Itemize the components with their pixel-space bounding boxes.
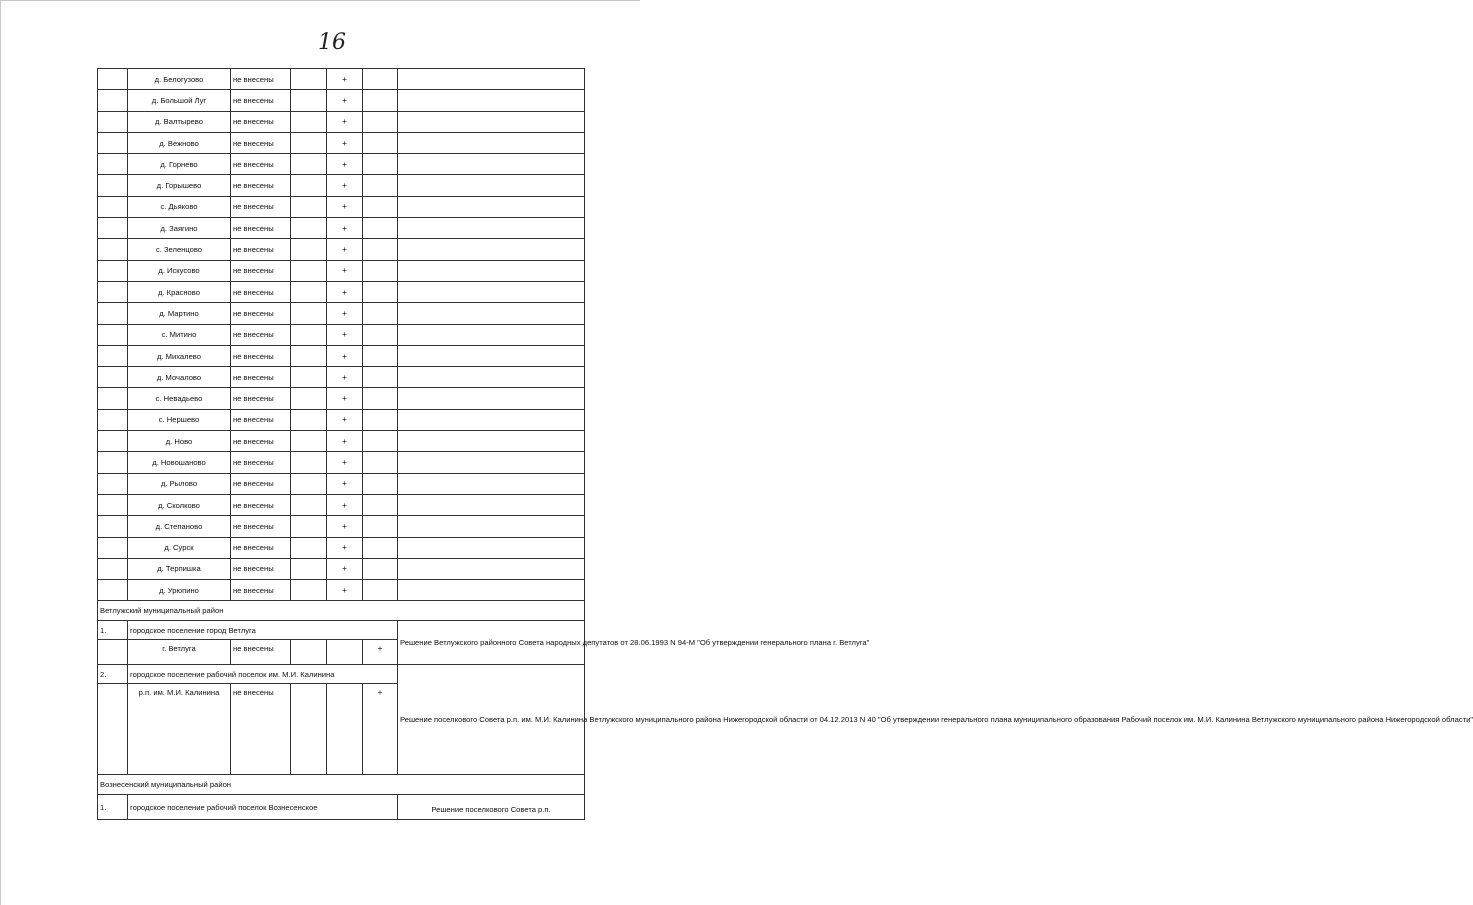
village-name: д. Степаново [128,516,231,537]
empty-cell [98,132,128,153]
empty-cell [291,303,327,324]
empty-cell [398,239,585,260]
plus-mark: + [327,452,363,473]
plus-mark: + [327,69,363,90]
empty-cell [291,580,327,601]
locality-name: г. Ветлуга [128,640,231,665]
empty-cell [291,558,327,579]
plus-mark: + [327,409,363,430]
page-number: 16 [318,30,346,55]
empty-cell [98,345,128,366]
village-row [98,452,585,473]
village-name: с. Митино [128,324,231,345]
status-cell: не внесены [231,516,291,537]
empty-cell [363,281,398,302]
decision-text: Решение Ветлужского районного Совета народных депутатов от 28.06.1993 N 94-М "Об утверждении генерального плана г. Ветлуга" [398,621,585,665]
locality-name: р.п. им. М.И. Калинина [128,684,231,775]
empty-cell [363,303,398,324]
status-cell: не внесены [231,537,291,558]
settlement-name: городское поселение город Ветлуга [128,621,398,640]
empty-cell [363,494,398,515]
village-row [98,218,585,239]
empty-cell [363,69,398,90]
empty-cell [363,537,398,558]
empty-cell [291,640,327,665]
village-row [98,558,585,579]
decision-text: Решение поселкового Совета р.п. им. М.И. Калинина Ветлужского муниципального района Нижегородской области от 04.12.2013 N 40 "Об утверждении генерального плана муниципального образования Рабочий поселок им. М.И. Калинина Ветлужского муниципального района Нижегородской области" [398,665,585,775]
empty-cell [398,175,585,196]
empty-cell [291,367,327,388]
empty-cell [363,431,398,452]
empty-cell [363,324,398,345]
empty-cell [398,516,585,537]
empty-cell [98,580,128,601]
village-row [98,367,585,388]
empty-cell [291,345,327,366]
village-row [98,537,585,558]
status-cell: не внесены [231,324,291,345]
village-row [98,69,585,90]
empty-cell [398,324,585,345]
empty-cell [363,388,398,409]
status-cell: не внесены [231,473,291,494]
village-name: д. Мочалово [128,367,231,388]
village-row [98,154,585,175]
plus-mark: + [327,175,363,196]
empty-cell [363,516,398,537]
village-rows [98,69,585,601]
village-row [98,260,585,281]
plus-mark: + [327,154,363,175]
village-row [98,239,585,260]
village-name: д. Искусово [128,260,231,281]
page-edge-left [0,0,1,905]
empty-cell [98,154,128,175]
empty-cell [398,132,585,153]
empty-cell [98,111,128,132]
village-row [98,516,585,537]
village-name: д. Терпишка [128,558,231,579]
plus-mark: + [327,90,363,111]
status-cell: не внесены [231,580,291,601]
empty-cell [98,452,128,473]
village-name: д. Сколково [128,494,231,515]
village-name: с. Дьяково [128,196,231,217]
status-cell: не внесены [231,260,291,281]
empty-cell [398,154,585,175]
empty-cell [291,69,327,90]
status-cell: не внесены [231,239,291,260]
empty-cell [363,580,398,601]
empty-cell [98,281,128,302]
village-name: с. Невадьево [128,388,231,409]
status-cell: не внесены [231,69,291,90]
empty-cell [291,494,327,515]
status-cell: не внесены [231,452,291,473]
village-name: д. Горышево [128,175,231,196]
status-cell: не внесены [231,684,291,775]
empty-cell [291,218,327,239]
empty-cell [98,90,128,111]
status-cell: не внесены [231,196,291,217]
plus-mark: + [327,367,363,388]
village-row [98,281,585,302]
empty-cell [98,558,128,579]
village-row [98,494,585,515]
empty-cell [398,196,585,217]
empty-cell [291,409,327,430]
plus-mark: + [327,558,363,579]
village-name: д. Новошаново [128,452,231,473]
empty-cell [98,516,128,537]
empty-cell [398,580,585,601]
plus-mark: + [327,537,363,558]
plus-mark: + [327,345,363,366]
status-cell: не внесены [231,154,291,175]
plus-mark: + [363,684,398,775]
status-cell: не внесены [231,409,291,430]
status-cell: не внесены [231,345,291,366]
decision-text: Решение поселкового Совета р.п. [398,795,585,820]
status-cell: не внесены [231,558,291,579]
empty-cell [98,409,128,430]
empty-cell [363,132,398,153]
empty-cell [98,303,128,324]
settlement-name: городское поселение рабочий поселок Вознесенское [128,795,398,820]
empty-cell [291,111,327,132]
empty-cell [398,69,585,90]
empty-cell [98,239,128,260]
status-cell: не внесены [231,175,291,196]
empty-cell [291,324,327,345]
empty-cell [291,154,327,175]
empty-cell [291,90,327,111]
page-edge-top [0,0,640,1]
empty-cell [98,218,128,239]
entry-number: 1. [98,621,128,640]
empty-cell [363,196,398,217]
empty-cell [398,90,585,111]
vetluga-section [98,601,1473,775]
empty-cell [398,409,585,430]
empty-cell [98,684,128,775]
village-row [98,196,585,217]
empty-cell [291,281,327,302]
empty-cell [291,196,327,217]
status-cell: не внесены [231,303,291,324]
plus-mark: + [327,239,363,260]
village-name: д. Михалево [128,345,231,366]
status-cell: не внесены [231,132,291,153]
empty-cell [363,111,398,132]
empty-cell [98,260,128,281]
empty-cell [398,260,585,281]
plus-mark: + [327,494,363,515]
village-row [98,473,585,494]
empty-cell [398,388,585,409]
entry-number: 2. [98,665,128,684]
empty-cell [398,111,585,132]
plus-mark: + [327,303,363,324]
status-cell: не внесены [231,218,291,239]
empty-cell [291,516,327,537]
empty-cell [98,640,128,665]
register-table [97,68,1473,820]
empty-cell [398,494,585,515]
empty-cell [363,175,398,196]
status-cell: не внесены [231,640,291,665]
plus-mark: + [327,473,363,494]
plus-mark: + [327,516,363,537]
village-name: д. Валтырево [128,111,231,132]
empty-cell [363,154,398,175]
village-name: д. Белогузово [128,69,231,90]
village-name: д. Урюпино [128,580,231,601]
empty-cell [327,684,363,775]
district-heading: Вознесенский муниципальный район [98,775,585,795]
status-cell: не внесены [231,111,291,132]
empty-cell [291,452,327,473]
empty-cell [98,175,128,196]
empty-cell [98,431,128,452]
plus-mark: + [327,218,363,239]
empty-cell [98,69,128,90]
village-row [98,132,585,153]
empty-cell [363,345,398,366]
empty-cell [363,409,398,430]
village-row [98,111,585,132]
empty-cell [98,537,128,558]
village-row [98,324,585,345]
empty-cell [291,260,327,281]
district-heading: Ветлужский муниципальный район [98,601,585,621]
empty-cell [363,218,398,239]
empty-cell [398,452,585,473]
empty-cell [98,367,128,388]
empty-cell [98,494,128,515]
empty-cell [327,640,363,665]
village-name: с. Нершево [128,409,231,430]
empty-cell [363,239,398,260]
village-row [98,90,585,111]
empty-cell [398,558,585,579]
empty-cell [398,367,585,388]
empty-cell [363,367,398,388]
empty-cell [398,281,585,302]
village-name: д. Сурск [128,537,231,558]
status-cell: не внесены [231,281,291,302]
plus-mark: + [327,580,363,601]
empty-cell [398,431,585,452]
empty-cell [363,558,398,579]
empty-cell [291,684,327,775]
village-name: д. Горнево [128,154,231,175]
status-cell: не внесены [231,431,291,452]
plus-mark: + [327,431,363,452]
village-name: д. Красново [128,281,231,302]
empty-cell [363,90,398,111]
empty-cell [291,175,327,196]
plus-mark: + [327,281,363,302]
plus-mark: + [327,324,363,345]
status-cell: не внесены [231,90,291,111]
village-row [98,431,585,452]
plus-mark: + [327,388,363,409]
plus-mark: + [363,640,398,665]
plus-mark: + [327,111,363,132]
status-cell: не внесены [231,494,291,515]
village-name: д. Заягино [128,218,231,239]
village-row [98,345,585,366]
empty-cell [291,132,327,153]
village-row [98,388,585,409]
empty-cell [98,196,128,217]
empty-cell [291,473,327,494]
village-row [98,580,585,601]
village-name: д. Большой Луг [128,90,231,111]
empty-cell [98,388,128,409]
empty-cell [291,239,327,260]
village-row [98,175,585,196]
status-cell: не внесены [231,388,291,409]
empty-cell [398,537,585,558]
plus-mark: + [327,196,363,217]
empty-cell [98,473,128,494]
village-row [98,409,585,430]
empty-cell [398,473,585,494]
village-name: д. Мартино [128,303,231,324]
village-name: с. Зеленцово [128,239,231,260]
empty-cell [363,452,398,473]
empty-cell [398,303,585,324]
empty-cell [398,218,585,239]
village-name: д. Рылово [128,473,231,494]
village-row [98,303,585,324]
empty-cell [363,473,398,494]
plus-mark: + [327,260,363,281]
village-name: д. Вежново [128,132,231,153]
empty-cell [98,324,128,345]
village-name: д. Ново [128,431,231,452]
empty-cell [291,431,327,452]
empty-cell [291,537,327,558]
empty-cell [398,345,585,366]
voznesensk-section [98,775,585,820]
empty-cell [363,260,398,281]
settlement-name: городское поселение рабочий поселок им. М.И. Калинина [128,665,398,684]
status-cell: не внесены [231,367,291,388]
entry-number: 1. [98,795,128,820]
plus-mark: + [327,132,363,153]
empty-cell [291,388,327,409]
